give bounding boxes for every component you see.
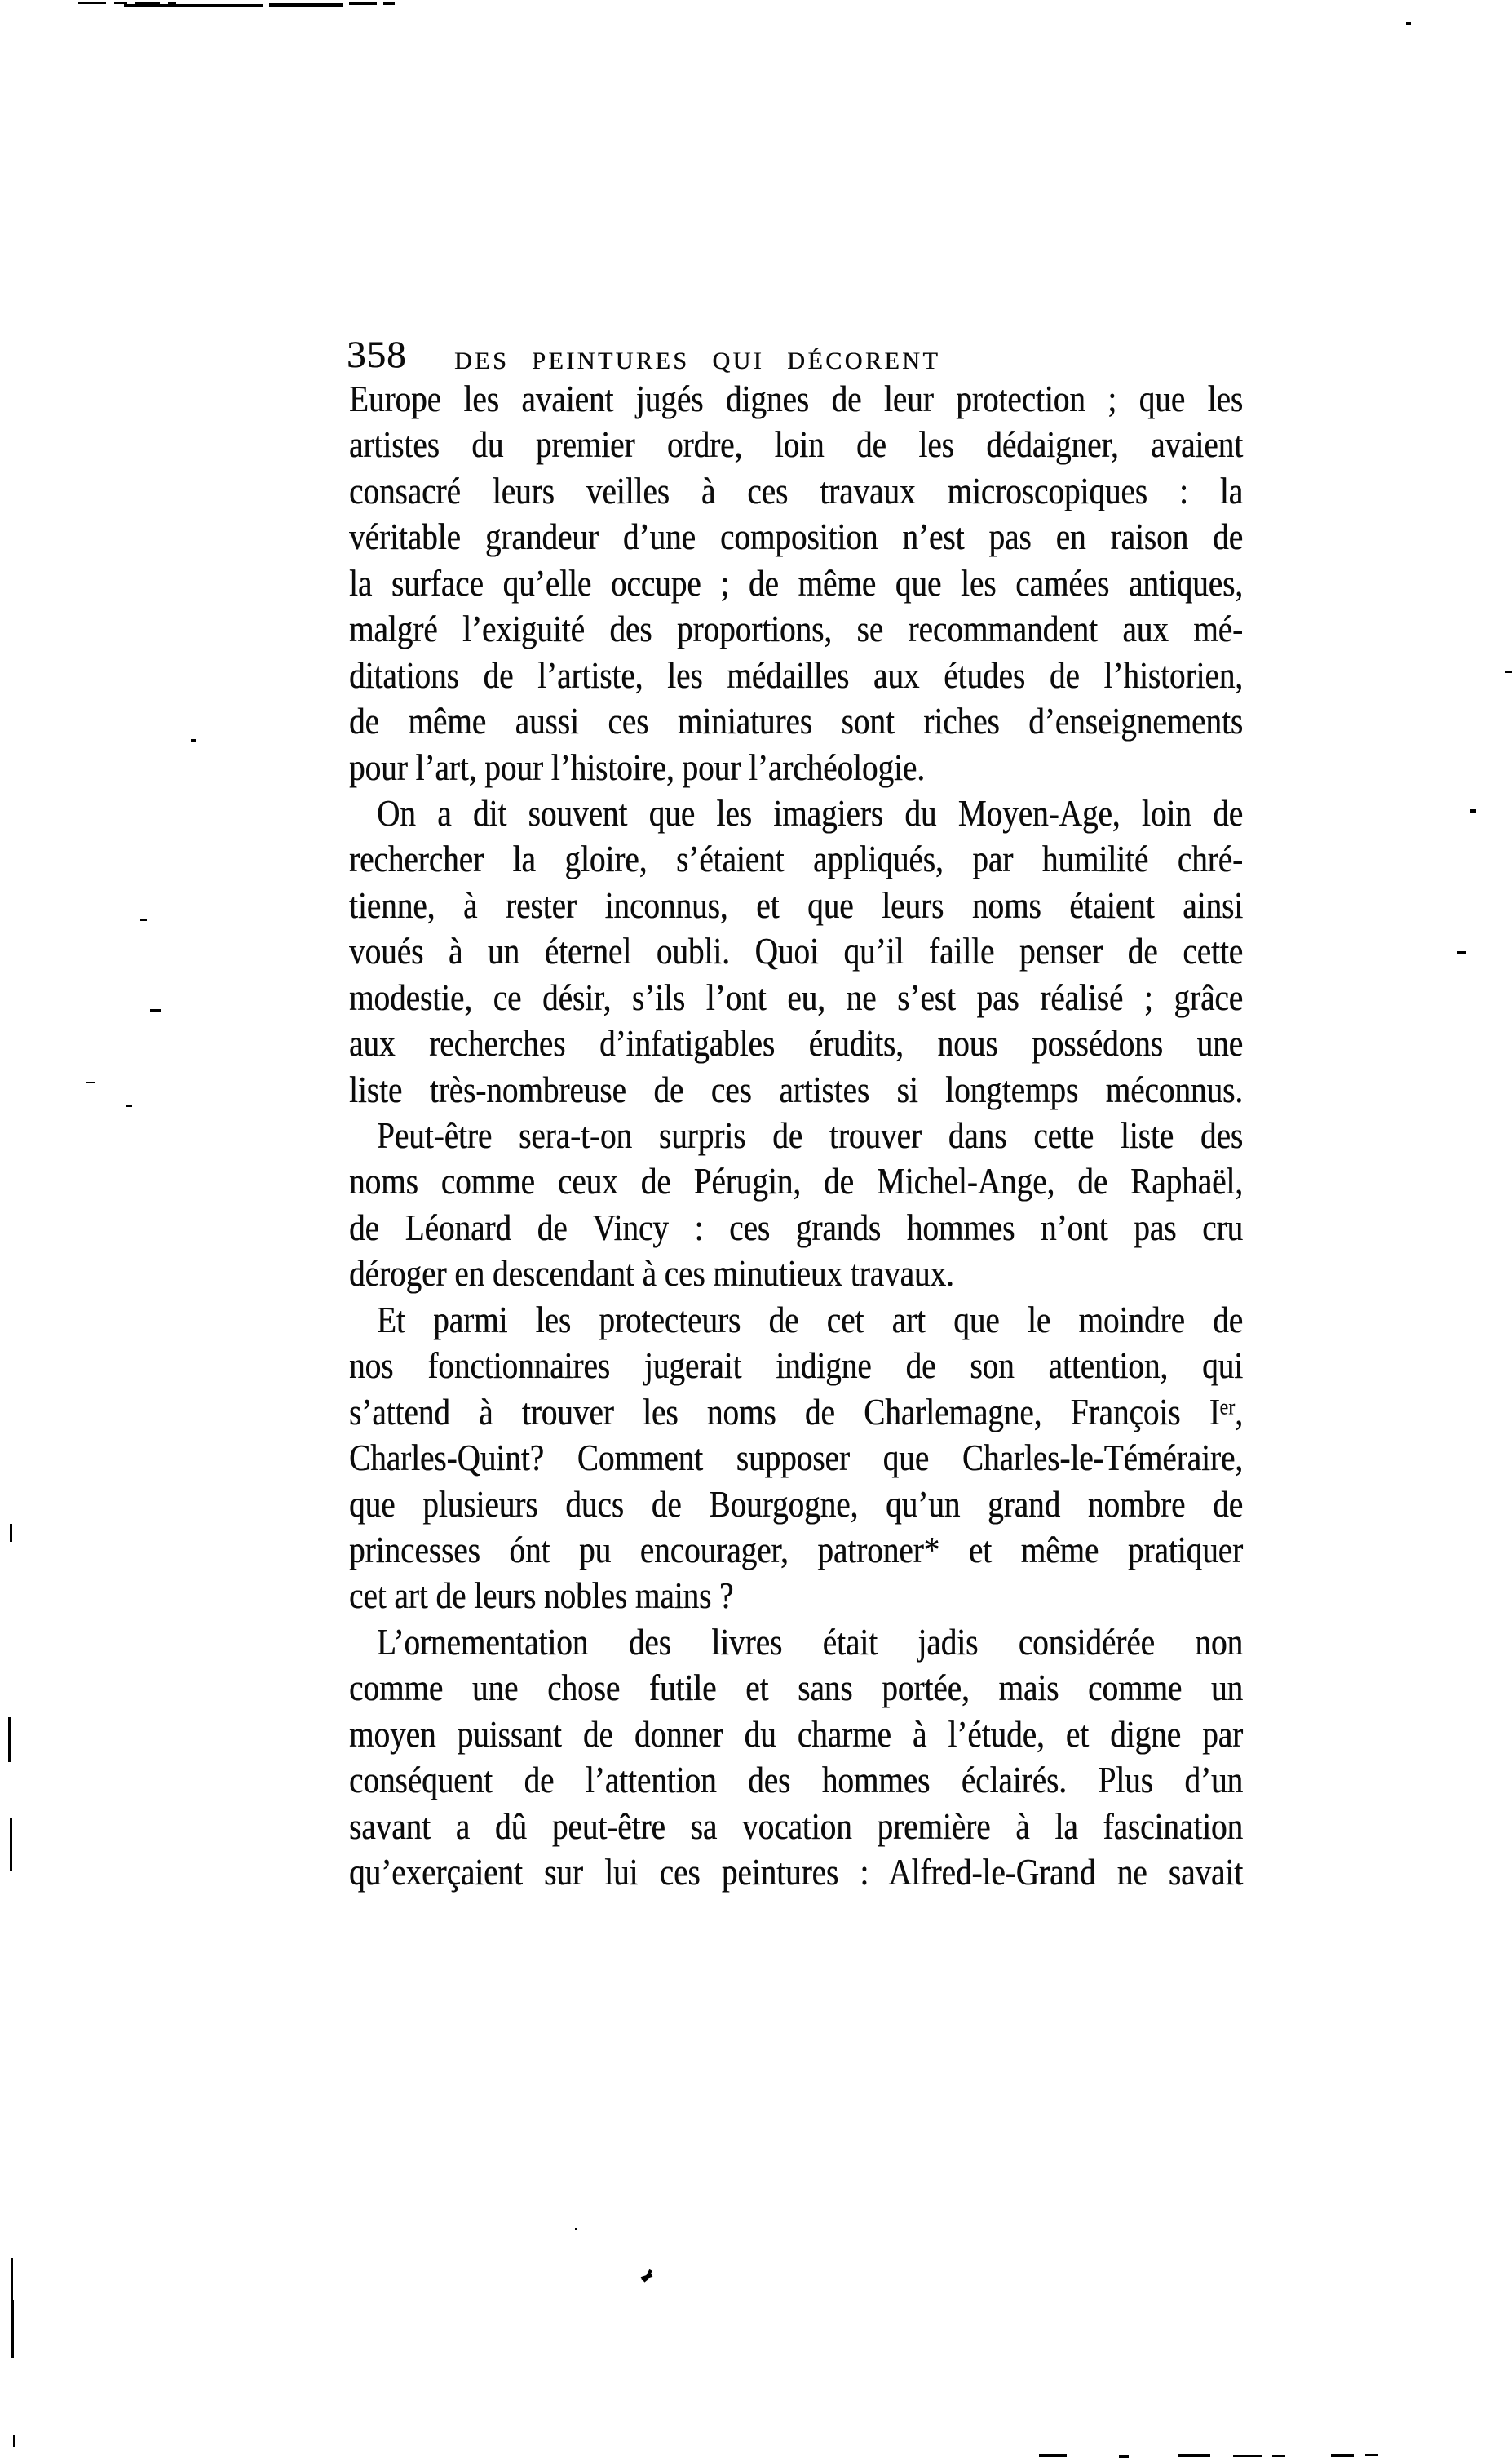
text-line: voués à un éternel oubli. Quoi qu’il faille penser de cette: [349, 930, 1244, 972]
text-line: Europe les avaient jugés dignes de leur protection ; que les: [349, 378, 1244, 419]
text-line: véritable grandeur d’une composition n’est pas en raison de: [349, 516, 1244, 558]
text-line: modestie, ce désir, s’ils l’ont eu, ne s’est pas réalisé ; grâce: [349, 976, 1244, 1018]
ink-speck: [1505, 671, 1512, 673]
ink-speck: [86, 1082, 95, 1083]
text-line: noms comme ceux de Pérugin, de Michel-Ange, de Raphaël,: [349, 1160, 1244, 1202]
text-line: Et parmi les protecteurs de cet art que le moindre de: [377, 1298, 1244, 1340]
text-line: L’ornementation des livres était jadis considérée non: [377, 1620, 1244, 1663]
text-line: s’attend à trouver les noms de Charlemagne, François Iᵉʳ,: [349, 1390, 1244, 1432]
scan-artifact: [124, 4, 263, 7]
scan-artifact: [8, 1717, 11, 1762]
ink-speck: [140, 919, 147, 921]
scan-artifact: [13, 2435, 15, 2447]
scan-artifact: [12, 2300, 14, 2358]
text-line: tienne, à rester inconnus, et que leurs noms étaient ainsi: [349, 883, 1244, 926]
text-line: de même aussi ces miniatures sont riches d’enseignements: [349, 700, 1244, 742]
text-line: liste très-nombreuse de ces artistes si longtemps méconnus.: [349, 1068, 1244, 1110]
scan-artifact: [1365, 2454, 1378, 2456]
ink-speck: [1406, 22, 1411, 25]
text-line: de Léonard de Vincy : ces grands hommes n’ont pas cru: [349, 1206, 1244, 1248]
text-line: savant a dû peut-être sa vocation première à la fascination: [349, 1804, 1244, 1847]
ink-speck: [1470, 809, 1476, 813]
text-line: déroger en descendant à ces minutieux travaux.: [349, 1252, 954, 1295]
text-line: la surface qu’elle occupe ; de même que les camées antiques,: [349, 561, 1244, 604]
page-number: 358: [347, 334, 407, 376]
ink-speck: [575, 2228, 577, 2230]
text-line: cet art de leurs nobles mains ?: [349, 1574, 734, 1617]
text-line: artistes du premier ordre, loin de les dédaigner, avaient: [349, 423, 1244, 466]
scan-artifact: [1331, 2454, 1354, 2457]
text-line: comme une chose futile et sans portée, mais comme un: [349, 1667, 1244, 1709]
ink-speck: [150, 1009, 161, 1012]
text-line: conséquent de l’attention des hommes éclairés. Plus d’un: [349, 1759, 1244, 1801]
ink-speck: [1457, 951, 1466, 954]
text-line: princesses ónt pu encourager, patroner* et même pratiquer: [349, 1528, 1244, 1570]
scan-artifact: [1233, 2455, 1262, 2457]
text-line: rechercher la gloire, s’étaient appliqués, par humilité chré-: [349, 838, 1244, 880]
body-text: [349, 376, 1243, 1895]
ink-speck: [126, 1105, 132, 1107]
ink-speck: [191, 739, 196, 742]
scan-artifact: [10, 1524, 12, 1542]
scan-artifact: [1119, 2455, 1129, 2458]
scan-artifact: [1272, 2455, 1285, 2457]
text-line: malgré l’exiguité des proportions, se recommandent aux mé-: [349, 608, 1244, 650]
scan-artifact: [349, 2, 377, 5]
text-line: Charles-Quint? Comment supposer que Charles-le-Téméraire,: [349, 1437, 1244, 1479]
ink-blot: [641, 2268, 656, 2283]
text-line: moyen puissant de donner du charme à l’étude, et digne par: [349, 1712, 1244, 1755]
scan-artifact: [1178, 2454, 1210, 2457]
scan-artifact: [1039, 2454, 1067, 2457]
text-line: que plusieurs ducs de Bourgogne, qu’un grand nombre de: [349, 1482, 1244, 1525]
text-line: On a dit souvent que les imagiers du Moyen-Age, loin de: [377, 791, 1244, 834]
text-line: ditations de l’artiste, les médailles aux études de l’historien,: [349, 653, 1244, 696]
text-line: nos fonctionnaires jugerait indigne de son attention, qui: [349, 1344, 1244, 1387]
scan-artifact: [383, 2, 395, 5]
text-line: pour l’art, pour l’histoire, pour l’archéologie.: [349, 746, 926, 788]
text-line: Peut-être sera-t-on surpris de trouver dans cette liste des: [377, 1114, 1244, 1156]
scan-artifact: [10, 1818, 12, 1871]
scan-artifact: [78, 2, 106, 4]
scan-artifact: [269, 3, 343, 7]
text-line: consacré leurs veilles à ces travaux microscopiques : la: [349, 469, 1244, 511]
text-line: qu’exerçaient sur lui ces peintures : Alfred-le-Grand ne savait: [349, 1851, 1244, 1893]
text-line: aux recherches d’infatigables érudits, nous possédons une: [349, 1022, 1244, 1065]
running-header: DES PEINTURES QUI DÉCORENT: [454, 348, 941, 374]
